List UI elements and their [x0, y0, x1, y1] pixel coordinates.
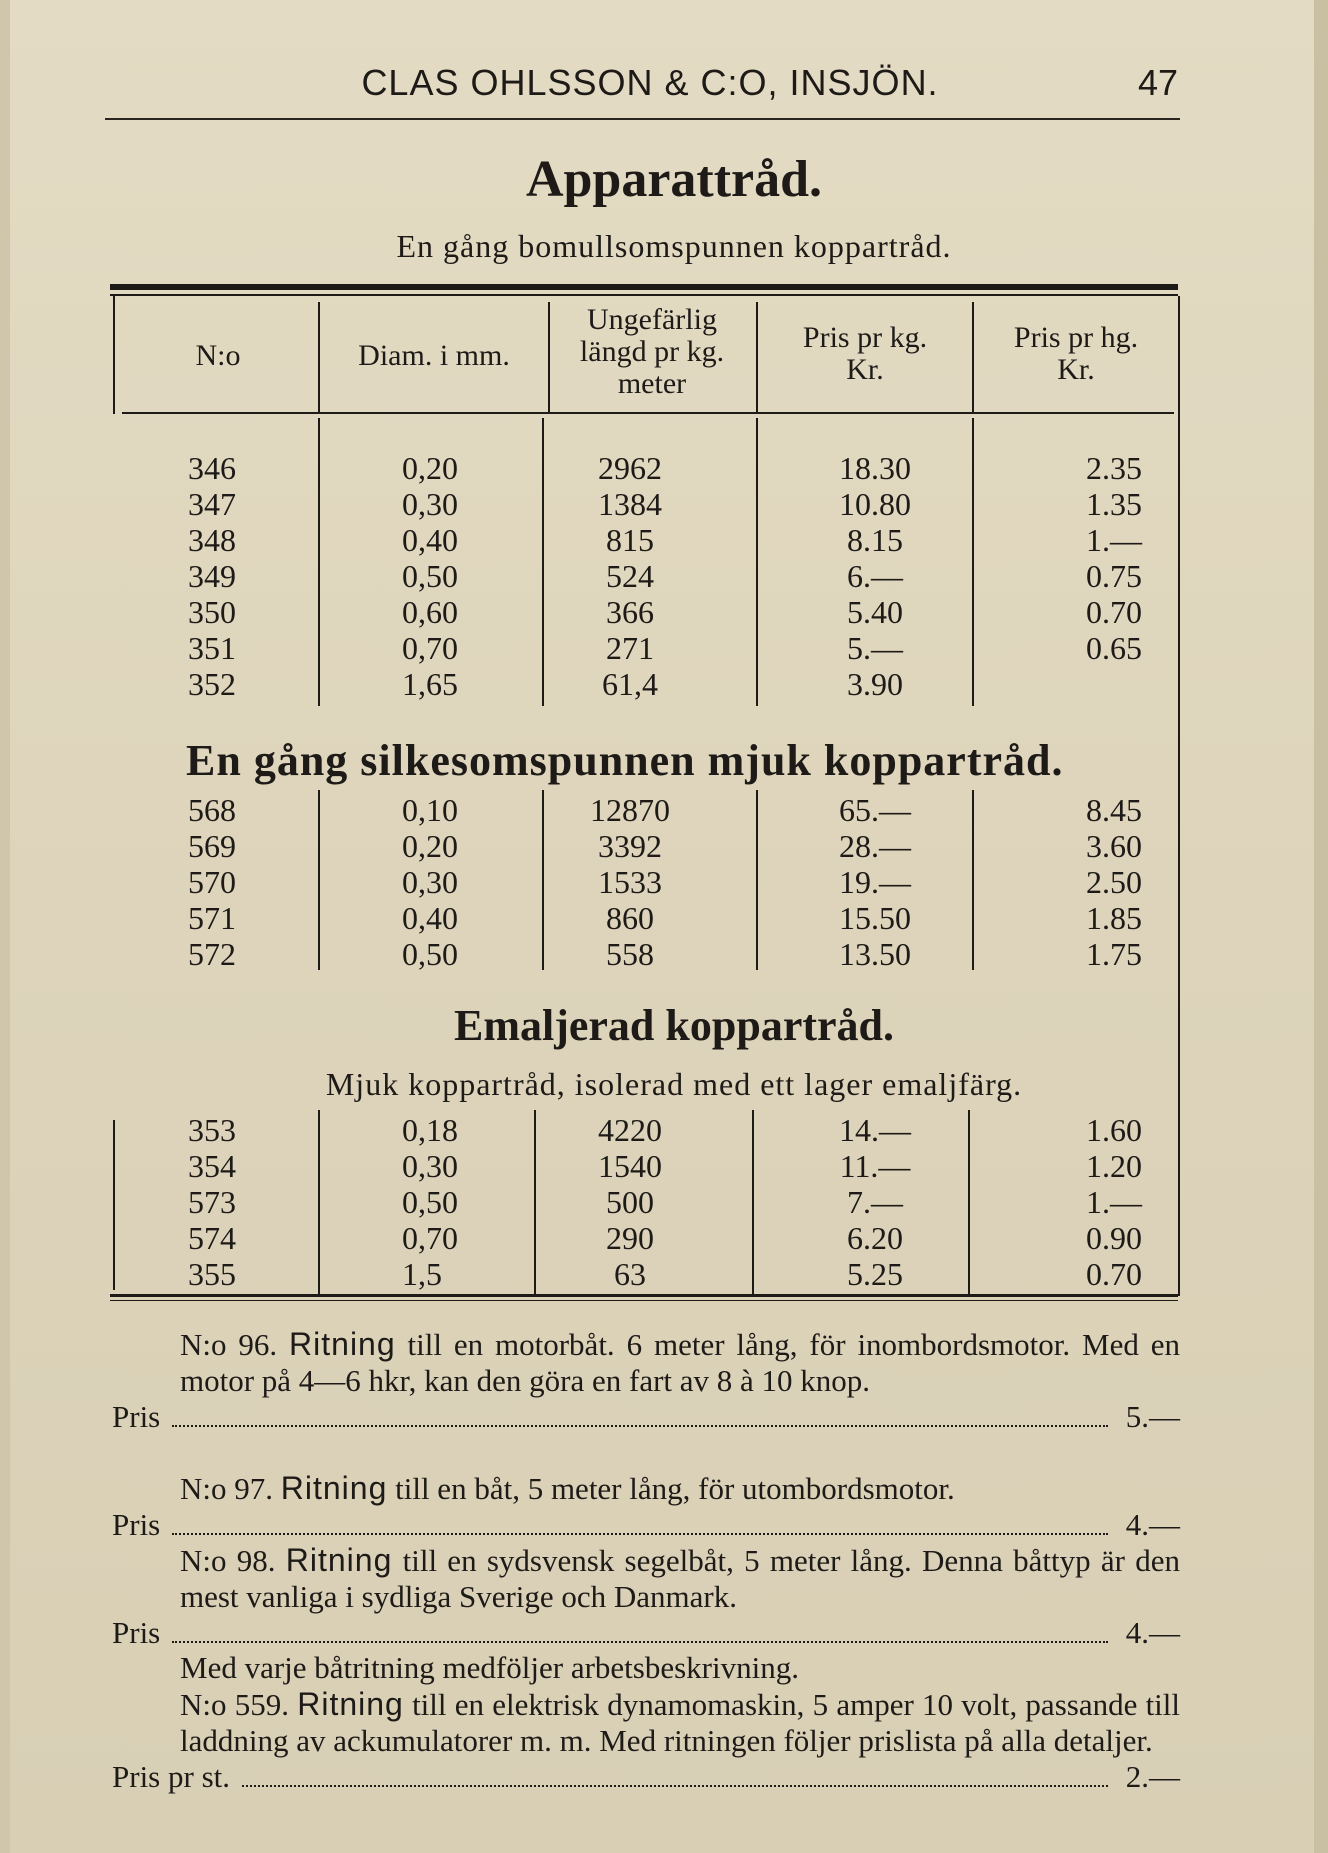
cell-len: 4220 — [598, 1112, 662, 1148]
cell-hg: 1.— — [1086, 522, 1142, 558]
table-row — [10, 594, 1328, 630]
price-value: 2.— — [1125, 1759, 1180, 1794]
cell-no: 350 — [188, 594, 236, 630]
cell-no: 347 — [188, 486, 236, 522]
table-row — [10, 1256, 1328, 1292]
cell-no: 568 — [188, 792, 236, 828]
table-row — [10, 666, 1328, 702]
table-row — [10, 900, 1328, 936]
table-row — [10, 936, 1328, 972]
entry-description: till en sydsvensk segelbåt, 5 meter lång. Denna båttyp är den mest vanliga i sydliga Sverige och Danmark. — [180, 1543, 1180, 1614]
cell-len: 271 — [606, 630, 654, 666]
table-row — [10, 1112, 1328, 1148]
header-rule — [105, 118, 1180, 120]
cell-hg: 0.70 — [1086, 1256, 1142, 1292]
cell-len: 290 — [606, 1220, 654, 1256]
table-bottom-thick-rule — [110, 1294, 1178, 1297]
section-heading-silk: En gång silkesomspunnen mjuk koppartråd. — [186, 736, 1064, 785]
cell-len: 2962 — [598, 450, 662, 486]
col-header-hg-line1: Pris pr hg. — [1013, 321, 1139, 354]
entry-description: till en båt, 5 meter lång, för utombordsmotor. — [395, 1471, 955, 1506]
cell-len: 366 — [606, 594, 654, 630]
table-row — [10, 450, 1328, 486]
cell-hg: 1.— — [1086, 1184, 1142, 1220]
cell-kg: 28.— — [839, 828, 911, 864]
entry-number: N:o 96. — [180, 1327, 278, 1362]
price-value: 5.— — [1125, 1399, 1180, 1434]
cell-no: 349 — [188, 558, 236, 594]
cell-len: 1540 — [598, 1148, 662, 1184]
price-value: 4.— — [1125, 1507, 1180, 1542]
table-bottom-thin-rule — [110, 1300, 1178, 1301]
cell-diam: 0,70 — [402, 630, 458, 666]
cell-diam: 0,50 — [402, 1184, 458, 1220]
table-row — [10, 522, 1328, 558]
table-row — [10, 630, 1328, 666]
col-header-kg-line1: Pris pr kg. — [802, 321, 928, 354]
cell-no: 572 — [188, 936, 236, 972]
cell-kg: 5.25 — [847, 1256, 903, 1292]
cell-len: 61,4 — [602, 666, 658, 702]
col-header-len — [550, 304, 754, 400]
entry-description: till en motorbåt. 6 meter lång, för inombordsmotor. Med en motor på 4—6 hkr, kan den göra en fart av 8 à 10 knop. — [180, 1327, 1181, 1398]
leader-dots — [172, 1425, 1108, 1427]
col-divider — [318, 302, 320, 412]
cell-hg: 1.60 — [1086, 1112, 1142, 1148]
page-title: Apparattråd. — [525, 151, 823, 208]
cell-no: 574 — [188, 1220, 236, 1256]
cell-no: 351 — [188, 630, 236, 666]
col-header-hg — [976, 322, 1176, 386]
table-row — [10, 558, 1328, 594]
cell-len: 1384 — [598, 486, 662, 522]
col-header-len-line1: Ungefärlig — [587, 303, 717, 336]
cell-hg: 0.90 — [1086, 1220, 1142, 1256]
price-line — [112, 1507, 1180, 1543]
cell-diam: 0,10 — [402, 792, 458, 828]
cell-hg: 1.75 — [1086, 936, 1142, 972]
table-top-thick-rule — [110, 284, 1178, 290]
cell-kg: 6.— — [847, 558, 903, 594]
cell-kg: 8.15 — [847, 522, 903, 558]
price-label: Pris — [112, 1399, 161, 1434]
cell-no: 353 — [188, 1112, 236, 1148]
col-header-kg-line2: Kr. — [846, 353, 884, 386]
table-row — [10, 864, 1328, 900]
cell-hg: 1.35 — [1086, 486, 1142, 522]
cell-kg: 5.— — [847, 630, 903, 666]
cell-no: 354 — [188, 1148, 236, 1184]
cell-no: 570 — [188, 864, 236, 900]
leader-dots — [172, 1533, 1108, 1535]
entry-keyword: Ritning — [289, 1326, 396, 1362]
cell-kg: 13.50 — [839, 936, 911, 972]
cell-no: 569 — [188, 828, 236, 864]
col-header-hg-line2: Kr. — [1057, 353, 1095, 386]
col-header-no: N:o — [195, 339, 241, 372]
cell-no: 346 — [188, 450, 236, 486]
cell-hg: 3.60 — [1086, 828, 1142, 864]
cell-len: 860 — [606, 900, 654, 936]
cell-kg: 15.50 — [839, 900, 911, 936]
entry-keyword: Ritning — [297, 1686, 404, 1722]
product-entry-97 — [112, 1470, 1180, 1543]
cell-len: 1533 — [598, 864, 662, 900]
cell-diam: 0,18 — [402, 1112, 458, 1148]
col-header-len-line3: meter — [617, 367, 687, 400]
cell-diam: 0,20 — [402, 450, 458, 486]
table-row — [10, 828, 1328, 864]
price-label: Pris — [112, 1615, 161, 1650]
col-divider — [756, 302, 758, 412]
cell-no: 573 — [188, 1184, 236, 1220]
entry-keyword: Ritning — [280, 1470, 388, 1506]
cell-kg: 14.— — [839, 1112, 911, 1148]
entry-number: N:o 559. — [180, 1687, 289, 1722]
cell-diam: 0,50 — [402, 558, 458, 594]
cell-kg: 6.20 — [847, 1220, 903, 1256]
price-label: Pris — [112, 1507, 161, 1542]
cell-kg: 5.40 — [847, 594, 903, 630]
price-line — [112, 1615, 1180, 1651]
cell-hg: 2.35 — [1086, 450, 1142, 486]
cell-no: 348 — [188, 522, 236, 558]
cell-hg: 0.65 — [1086, 630, 1142, 666]
cell-diam: 0,30 — [402, 864, 458, 900]
cell-len: 12870 — [590, 792, 670, 828]
cell-hg: 0.75 — [1086, 558, 1142, 594]
running-head: CLAS OHLSSON & C:O, INSJÖN. — [361, 62, 939, 103]
cell-len: 815 — [606, 522, 654, 558]
price-label: Pris pr st. — [112, 1759, 230, 1794]
product-entry-559 — [112, 1686, 1180, 1795]
cell-kg: 11.— — [839, 1148, 911, 1184]
cell-kg: 18.30 — [839, 450, 911, 486]
leader-dots — [172, 1641, 1108, 1643]
cell-diam: 0,40 — [402, 900, 458, 936]
leader-dots — [242, 1785, 1108, 1787]
table-row — [10, 792, 1328, 828]
cell-no: 355 — [188, 1256, 236, 1292]
cell-hg: 0.70 — [1086, 594, 1142, 630]
section-subheading-enamel: Mjuk koppartråd, isolerad med ett lager emaljfärg. — [325, 1066, 1023, 1102]
entry-number: N:o 97. — [180, 1471, 273, 1506]
table-row — [10, 1184, 1328, 1220]
cell-no: 571 — [188, 900, 236, 936]
price-line — [112, 1759, 1180, 1795]
price-line — [112, 1399, 1180, 1435]
cell-len: 558 — [606, 936, 654, 972]
cell-len: 63 — [614, 1256, 646, 1292]
cell-diam: 0,40 — [402, 522, 458, 558]
note-line — [112, 1650, 1180, 1686]
cell-diam: 0,30 — [402, 486, 458, 522]
cell-diam: 1,65 — [402, 666, 458, 702]
cell-len: 500 — [606, 1184, 654, 1220]
note-text: Med varje båtritning medföljer arbetsbeskrivning. — [180, 1650, 799, 1685]
cell-no: 352 — [188, 666, 236, 702]
table-left-border — [113, 296, 115, 414]
cell-diam: 0,70 — [402, 1220, 458, 1256]
cell-diam: 0,30 — [402, 1148, 458, 1184]
section-heading-enamel: Emaljerad koppartråd. — [454, 1001, 894, 1050]
cell-diam: 0,50 — [402, 936, 458, 972]
cell-diam: 1,5 — [402, 1256, 442, 1292]
cell-kg: 10.80 — [839, 486, 911, 522]
page-number: 47 — [1138, 62, 1179, 103]
price-value: 4.— — [1125, 1615, 1180, 1650]
cell-kg: 19.— — [839, 864, 911, 900]
cell-diam: 0,20 — [402, 828, 458, 864]
cell-kg: 3.90 — [847, 666, 903, 702]
product-entry-98 — [112, 1542, 1180, 1651]
entry-number: N:o 98. — [180, 1543, 276, 1578]
header-bottom-rule — [122, 412, 1174, 414]
table-row — [10, 1220, 1328, 1256]
table-row — [10, 1148, 1328, 1184]
product-entry-96 — [112, 1326, 1180, 1435]
page-subtitle: En gång bomullsomspunnen koppartråd. — [396, 228, 952, 264]
cell-len: 524 — [606, 558, 654, 594]
cell-hg: 1.85 — [1086, 900, 1142, 936]
cell-kg: 65.— — [839, 792, 911, 828]
cell-hg: 1.20 — [1086, 1148, 1142, 1184]
cell-diam: 0,60 — [402, 594, 458, 630]
col-header-diam: Diam. i mm. — [358, 339, 510, 372]
cell-len: 3392 — [598, 828, 662, 864]
table-row — [10, 486, 1328, 522]
col-header-kg — [760, 322, 970, 386]
cell-hg: 8.45 — [1086, 792, 1142, 828]
col-divider — [972, 302, 974, 412]
table-top-thin-rule — [110, 294, 1178, 296]
cell-kg: 7.— — [847, 1184, 903, 1220]
cell-hg: 2.50 — [1086, 864, 1142, 900]
col-header-len-line2: längd pr kg. — [579, 335, 725, 368]
entry-description: till en elektrisk dynamomaskin, 5 amper 10 volt, passande till laddning av ackumulatorer m. m. Med ritningen följer prislista på alla detaljer. — [180, 1687, 1181, 1758]
entry-keyword: Ritning — [285, 1542, 393, 1578]
